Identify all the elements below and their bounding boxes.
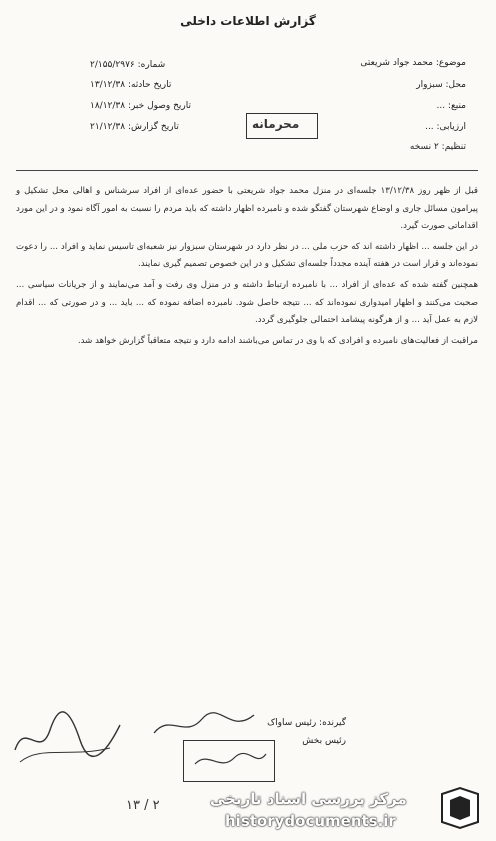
paragraph: همچنین گفته شده که عده‌ای از افراد ... با نامبرده ارتباط داشته و در منزل وی رفت و آمد می‌نمایند و از جریانات سیاسی ... صحبت می‌کنند و اظهار امیدواری نموده‌اند که ... نتیجه حاصل شود. نامبرده اضافه نموده که ... باید ... و در صورتی که ... اقدام لازم به عمل آید ... و از هرگونه پیشامد احتمالی جلوگیری گردد. [16, 279, 478, 326]
document-title: گزارش اطلاعات داخلی [180, 14, 316, 28]
watermark-url: historydocuments.ir [225, 812, 396, 830]
recipient-label: گیرنده: رئیس ساواک [267, 718, 346, 728]
source-field: منبع: ... [436, 101, 466, 111]
header-divider [16, 170, 478, 171]
subject-field: موضوع: محمد جواد شریعتی [360, 58, 466, 68]
evaluation-field: ارزیابی: ... [425, 122, 466, 132]
confidential-stamp-text: محرمانه [252, 117, 300, 131]
copies-field: تنظیم: ۲ نسخه [409, 142, 466, 152]
signer-role: رئیس بخش [302, 736, 346, 746]
handwritten-signature-left [10, 700, 130, 770]
handwritten-fraction: ۲ / ۱۳ [126, 798, 160, 813]
paragraph: مراقبت از فعالیت‌های نامبرده و افرادی که با وی در تماس می‌باشند ادامه دارد و نتیجه متعاقباً گزارش خواهد شد. [77, 335, 478, 346]
paragraph: قبل از ظهر روز ۱۳/۱۲/۳۸ جلسه‌ای در منزل محمد جواد شریعتی با حضور عده‌ای از افراد سرشناس و اهالی محل تشکیل و پیرامون مسائل جاری و اوضاع شهرستان گفتگو شده و نامبرده اظهار داشته که باید مردم را نسبت به امور آگاه نمود و در این مورد اقداماتی صورت گیرد. [16, 186, 478, 232]
handwritten-signature-middle [150, 705, 260, 745]
report-date-field: تاریخ گزارش: ۲۱/۱۲/۳۸ [90, 122, 179, 132]
archive-logo-icon [436, 784, 484, 832]
place-field: محل: سبزوار [416, 80, 466, 90]
watermark-title: مرکز بررسی اسناد تاریخی [210, 790, 407, 808]
paragraph: در این جلسه ... اظهار داشته اند که حزب ملی ... در نظر دارد در شهرستان سبزوار نیز شعبه‌ای تاسیس نماید و افراد ... را دعوت نموده‌اند و قرار است در هفته آینده مجدداً جلسه‌ای تشکیل و در این خصوص تصمیم گیری نمایند. [16, 241, 478, 270]
number-field: شماره: ۲/۱۵۵/۲۹۷۶ [90, 60, 166, 70]
event-date-field: تاریخ حادثه: ۱۳/۱۲/۳۸ [90, 80, 172, 90]
report-body [16, 183, 478, 353]
seal-scribble [190, 746, 270, 776]
receipt-date-field: تاریخ وصول خبر: ۱۸/۱۲/۳۸ [90, 101, 192, 111]
